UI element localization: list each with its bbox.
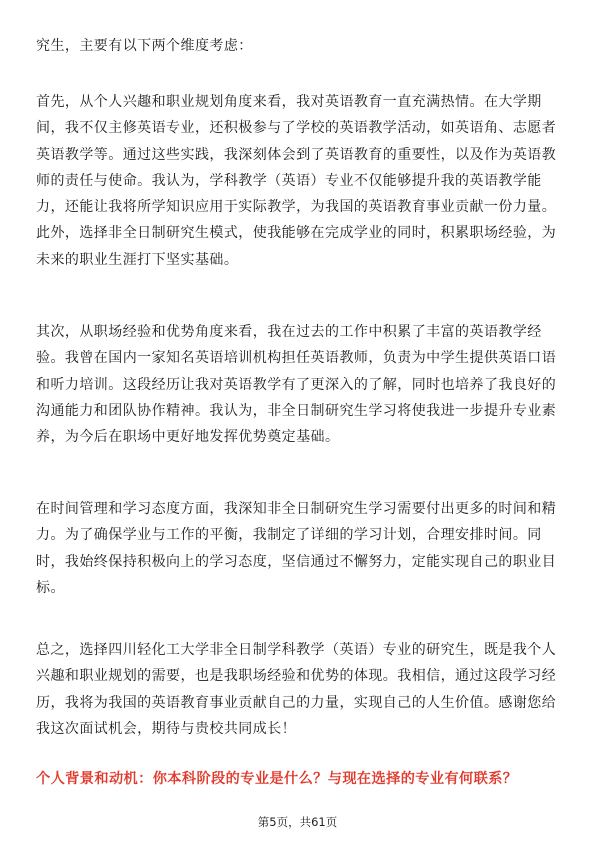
text-line: 间，我不仅主修英语专业，还积极参与了学校的英语教学活动，如英语角、志愿者 bbox=[36, 120, 557, 137]
text-line: 师的责任与使命。我认为，学科教学（英语）专业不仅能够提升我的英语教学能 bbox=[36, 172, 542, 189]
paragraph-personal-interest bbox=[36, 89, 560, 273]
text-line: 历，我将为我国的英语教育事业贡献自己的力量，实现自己的人生价值。感谢您给 bbox=[36, 694, 557, 711]
text-line: 力，还能让我将所学知识应用于实际教学，为我国的英语教育事业贡献一份力量。 bbox=[36, 199, 557, 216]
text-line: 究生，主要有以下两个维度考虑： bbox=[36, 38, 253, 54]
text-line: 沟通能力和团队协作精神。我认为，非全日制研究生学习将使我进一步提升专业素 bbox=[36, 402, 557, 419]
interview-question-heading: 个人背景和动机：你本科阶段的专业是什么？与现在选择的专业有何联系？ bbox=[36, 771, 518, 787]
text-line: 时，我始终保持积极向上的学习态度，坚信通过不懈努力，定能实现自己的职业目 bbox=[36, 553, 557, 570]
text-line: 总之，选择四川轻化工大学非全日制学科教学（英语）专业的研究生，既是我个人 bbox=[36, 642, 557, 658]
text-line: 养，为今后在职场中更好地发挥优势奠定基础。 bbox=[36, 429, 340, 446]
paragraph-time-management bbox=[36, 496, 560, 601]
text-line: 和听力培训。这段经历让我对英语教学有了更深入的了解，同时也培养了我良好的 bbox=[36, 376, 557, 393]
text-line: 首先，从个人兴趣和职业规划角度来看，我对英语教育一直充满热情。在大学期 bbox=[36, 94, 542, 110]
text-line: 英语教学等。通过这些实践，我深刻体会到了英语教育的重要性，以及作为英语教 bbox=[36, 146, 557, 163]
text-line: 验。我曾在国内一家知名英语培训机构担任英语教师，负责为中学生提供英语口语 bbox=[36, 350, 557, 367]
paragraph-conclusion bbox=[36, 637, 560, 742]
text-line: 在时间管理和学习态度方面，我深知非全日制研究生学习需要付出更多的时间和精 bbox=[36, 501, 557, 517]
text-line: 其次，从职场经验和优势角度来看，我在过去的工作中积累了丰富的英语教学经 bbox=[36, 324, 542, 340]
text-line: 此外，选择非全日制研究生模式，使我能够在完成学业的同时，积累职场经验，为 bbox=[36, 225, 557, 242]
paragraph-work-experience bbox=[36, 319, 560, 450]
text-line: 我这次面试机会，期待与贵校共同成长！ bbox=[36, 720, 297, 737]
text-line: 未来的职业生涯打下坚实基础。 bbox=[36, 251, 239, 268]
text-line: 力。为了确保学业与工作的平衡，我制定了详细的学习计划，合理安排时间。同 bbox=[36, 527, 542, 544]
text-line: 标。 bbox=[36, 579, 65, 596]
text-line: 兴趣和职业规划的需要，也是我职场经验和优势的体现。我相信，通过这段学习经 bbox=[36, 668, 557, 685]
intro-line bbox=[36, 33, 560, 59]
page-number: 第5页，共61页 bbox=[257, 815, 338, 829]
